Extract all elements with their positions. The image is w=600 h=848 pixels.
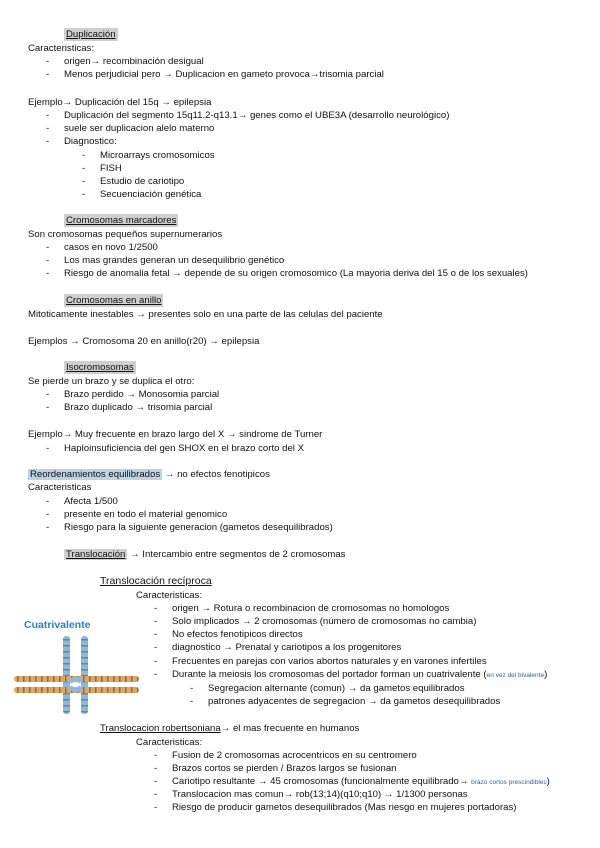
section-title-reordenamientos: Reordenamientos equilibrados → no efectos fenotipicos (30, 469, 270, 480)
example-line: Ejemplo→ Duplicación del 15q → epilepsia (28, 97, 212, 108)
section-title-anillo: Cromosomas en anillo (66, 295, 162, 306)
list-item: - Menos perjudicial pero → Duplicacion en gameto provoca→trisomia parcial (46, 69, 384, 80)
sub-list-item: - FISH (82, 163, 122, 174)
list-item: - Brazo perdido → Monosomia parcial (46, 389, 220, 400)
list-item: - origen → Rotura o recombinacion de cromosomas no homologos (154, 603, 450, 614)
list-item: - presente en todo el material genomico (46, 509, 228, 520)
sub-list-item: - patrones adyacentes de segregacion → da gametos desequilibrados (190, 696, 501, 707)
sub-list-item: - Microarrays cromosomicos (82, 150, 215, 161)
list-item: - Solo implicados → 2 cromosomas (número de cromosomas no cambia) (154, 616, 477, 627)
section-title-duplicacion: Duplicación (66, 29, 116, 40)
caract-label: Caracteristicas: (28, 43, 95, 54)
list-item: - No efectos fenotipicos directos (154, 629, 303, 640)
list-item: - Afecta 1/500 (46, 496, 118, 507)
list-item: - origen→ recombinación desigual (46, 56, 204, 67)
list-item: - Frecuentes en parejas con varios abortos naturales y en varones infertiles (154, 656, 487, 667)
list-item: - Brazo duplicado → trisomia parcial (46, 402, 213, 413)
caract-label: Caracteristicas: (136, 590, 203, 601)
list-item: - Los mas grandes generan un desequilibrio genético (46, 255, 285, 266)
example-line: Ejemplo→ Muy frecuente en brazo largo del X → sindrome de Turner (28, 429, 323, 440)
list-item: - Translocacion mas comun→ rob(13;14)(q10;q10) → 1/1300 personas (154, 789, 468, 800)
list-item: - suele ser duplicacion alelo materno (46, 123, 215, 134)
list-item: - Diagnostico: (46, 136, 117, 147)
list-item: - Cariotipo resultante → 45 cromosomas (funcionalmente equilibrado→ brazo cortos prescindibles) (154, 776, 550, 787)
example-line: Ejemplos → Cromosoma 20 en anillo(r20) → epilepsia (28, 336, 260, 347)
subsection-title-robertsoniana: Translocacion robertsoniana→ el mas frecuente en humanos (100, 723, 360, 734)
text-line: Mitoticamente inestables → presentes solo en una parte de las celulas del paciente (28, 309, 383, 320)
list-item: - Riesgo de anomalia fetal → depende de su origen cromosomico (La mayoria deriva del 15 o de los sexuales) (46, 268, 528, 279)
diagram-label: Cuatrivalente (24, 619, 91, 631)
list-item: - Riesgo para la siguiente generacion (gametos desequilibrados) (46, 522, 333, 533)
sub-list-item: - Secuenciación genética (82, 189, 202, 200)
list-item: - diagnostico → Prenatal y cariotipos a los progenitores (154, 642, 402, 653)
list-item: - Haploinsuficiencia del gen SHOX en el brazo corto del X (46, 443, 304, 454)
subsection-title-reciproca: Translocación recíproca (100, 575, 212, 587)
list-item: - Duplicación del segmento 15q11.2-q13.1→ genes como el UBE3A (desarrollo neurológico) (46, 110, 450, 121)
intro-line: Se pierde un brazo y se duplica el otro: (28, 376, 195, 387)
caract-label: Caracteristicas (28, 482, 92, 493)
list-item: - Durante la meiosis los cromosomas del portador forman un cuatrivalente (en vez del bivalente) (154, 669, 548, 680)
list-item: - Brazos cortos se pierden / Brazos largos se fusionan (154, 763, 397, 774)
section-title-isocromosomas: Isocromosomas (66, 362, 134, 373)
list-item: - Fusion de 2 cromosomas acrocentricos en su centromero (154, 750, 417, 761)
section-title-translocacion: Translocación → Intercambio entre segmentos de 2 cromosomas (66, 549, 346, 560)
intro-line: Son cromosomas pequeños supernumerarios (28, 229, 223, 240)
section-title-marcadores: Cromosomas marcadores (66, 215, 177, 226)
sub-list-item: - Estudio de cariotipo (82, 176, 185, 187)
cuatrivalente-icon (14, 636, 144, 716)
caract-label: Caracteristicas: (136, 737, 203, 748)
sub-list-item: - Segregacion alternante (comun) → da gametos equilibrados (190, 683, 465, 694)
list-item: - casos en novo 1/2500 (46, 242, 158, 253)
list-item: - Riesgo de producir gametos desequilibrados (Mas riesgo en mujeres portadoras) (154, 802, 517, 813)
